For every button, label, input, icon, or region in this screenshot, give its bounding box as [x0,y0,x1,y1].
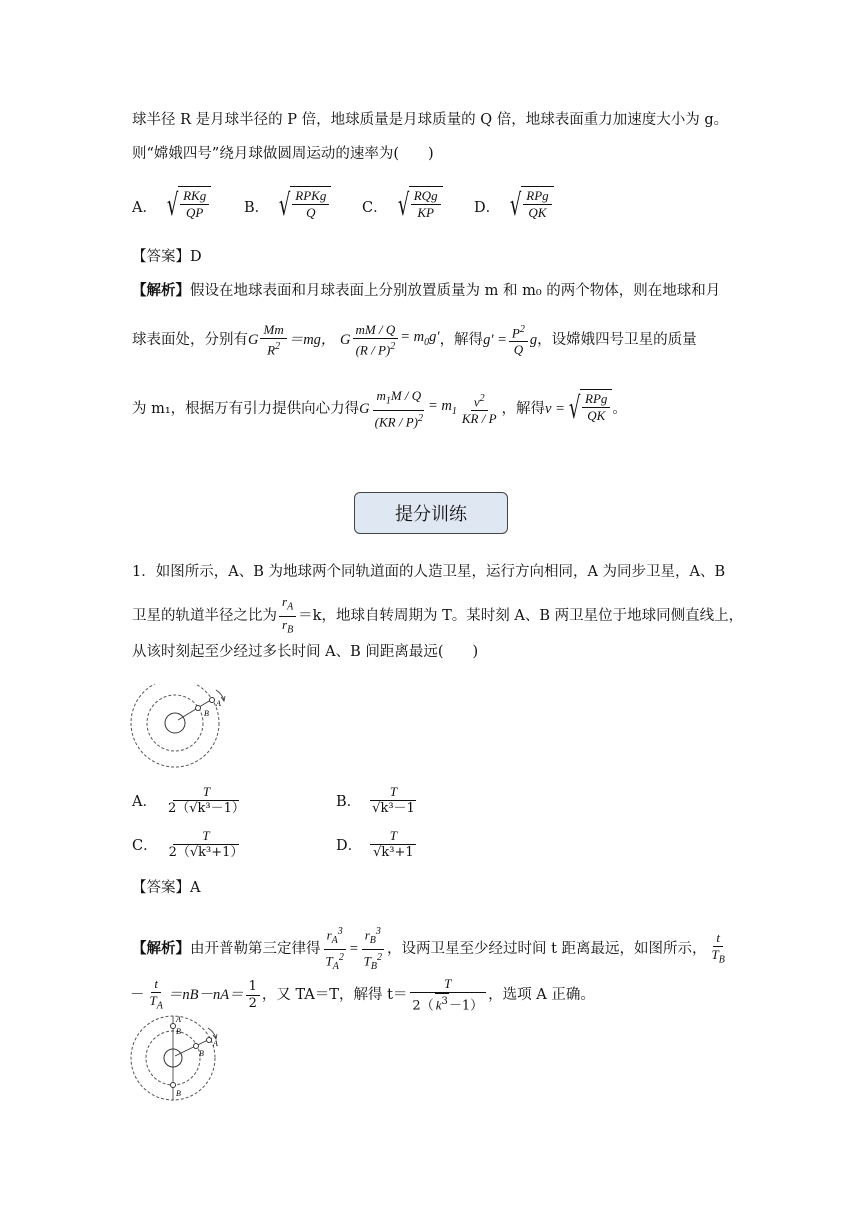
option-num: T [370,828,416,845]
analysis-text: ，解得 [439,332,484,349]
option-label: A． [132,794,157,810]
p1-analysis-line1: 【解析】 由开普勒第三定律得 $\frac{r_A^3}{T_A^2}$ = $\frac{r_B^3}{T_B^2}$ ，设两卫星至少经过时间 t 距离最远，如图所示， $\frac{t}{T_B}$ [132,926,725,972]
p1-option-b [336,784,420,817]
analysis-text: 假设在地球表面和月球表面上分别放置质量为 m 和 m₀ 的两个物体，则在地球和月 [190,283,721,299]
p1-analysis-line2: － $\frac{t}{T_A}$ ＝nB－nA＝ $\frac{1}{2}$ ，又 TA＝T，解得 t＝ $\frac{T}{2( k^3-1)}$ ，选项 A 正确。 [130,976,595,1014]
problem1-line2: 卫星的轨道半径之比为 $\frac{r_A}{r_B}$ ＝k，地球自转周期为 T。某时刻 A、B 两卫星位于地球同侧直线上， [132,594,744,636]
label-b: B [204,709,209,718]
orbit-figure [128,684,232,770]
answer-text: 【答案】D [132,249,202,265]
satellite-a-top [171,1024,176,1029]
satellite-b [196,706,201,711]
label-a-top: A [176,1015,181,1024]
satellite-b [194,1044,199,1049]
section-banner: 提分训练 [354,492,508,534]
analysis-tag: 【解析】 [132,282,190,299]
option-num: RPg [523,188,551,205]
option-num: RKg [180,188,209,205]
label-b-bottom: B [176,1089,181,1098]
analysis-text: 由开普勒第三定律得 [190,941,321,958]
analysis-text: ，解得 [501,400,546,417]
satellite-a [210,698,215,703]
problem-text: ＝k，地球自转周期为 T。某时刻 A、B 两卫星位于地球同侧直线上， [298,608,744,625]
analysis-tag: 【解析】 [132,940,190,958]
option-num: T [173,784,239,801]
analysis-text: ＝mg， [288,332,336,349]
analysis-text: 。 [612,400,627,417]
option-den: √k³+1 [373,845,414,860]
p1-option-d [336,828,419,861]
option-den: 2（√k³－1） [167,801,245,816]
option-label: B． [336,794,362,810]
option-b: B． √ $\frac{\text{RPKg}}{Q}$ [244,186,331,226]
orbit-inner [147,695,203,751]
option-d: D． √ $\frac{\text{RPg}}{QK}$ [474,186,554,226]
analysis-text: ，选项 A 正确。 [488,987,595,1004]
question-text-line2: 则“嫦娥四号”绕月球做圆周运动的速率为( ) [132,146,434,162]
option-num: T [173,828,239,845]
option-den: Q [306,205,316,220]
analysis-line3: 为 m₁，根据万有引力提供向心力得 G $\frac{m_1M / Q}{(KR / P)^2}$ = $m_1$ $\frac{v^2}{KR / P}$ ，解得 v = √ $\frac{\text{RPg}}{QK}$ 。 [132,388,627,429]
orbit-figure-2 [128,1014,232,1102]
option-a: A． √ $\frac{\text{RKg}}{QP}$ [132,186,211,226]
option-label: C． [132,838,158,854]
orbit-outer [131,684,219,767]
analysis-text: ，又 TA＝T，解得 t＝ [261,987,408,1004]
p1-answer: 【答案】A [132,880,201,896]
analysis-text: ＝nB－nA＝ [167,987,244,1004]
analysis-line2: 球表面处，分别有 G $\frac{Mm}{R^2}$ ＝mg， G $\frac{mM / Q}{(R / P)^2}$ = $m_0g'$ ，解得 g′ = $\frac{P^2}{Q}$ g ，设嫦娥四号卫星的质量 [132,322,697,358]
label-a: A [216,699,221,708]
analysis-text: 球表面处，分别有 [132,332,248,349]
option-label: A． [132,199,157,216]
label-b: B [199,1049,204,1058]
option-label: B． [244,199,270,216]
option-c: C． √ $\frac{\text{RQg}}{KP}$ [362,186,443,226]
p1-option-c [132,828,248,861]
label-b-top: B [176,1027,181,1036]
analysis-text: 为 m₁，根据万有引力提供向心力得 [132,400,360,417]
analysis-line1 [132,281,720,301]
p1-option-a [132,784,250,817]
label-a: A [213,1039,218,1048]
problem-text: 卫星的轨道半径之比为 [132,608,277,625]
option-label: D． [474,199,501,216]
option-den: KP [417,205,434,220]
option-label: C． [362,199,388,216]
problem1-line3: 从该时刻起至少经过多长时间 A、B 间距离最远( ) [132,644,479,660]
problem1-line1: 1．如图所示，A、B 为地球两个同轨道面的人造卫星，运行方向相同，A 为同步卫星，A、B [132,564,726,580]
option-num: T [370,784,416,801]
option-den: √k³－1 [372,801,415,816]
option-den: QP [186,205,204,220]
option-den: 2（√k³+1） [168,845,244,860]
analysis-text: ，设两卫星至少经过时间 t 距离最远，如图所示， [386,941,707,958]
option-num: RPKg [292,188,329,205]
analysis-text: ，设嫦娥四号卫星的质量 [537,332,697,349]
satellite-a [207,1038,212,1043]
satellite-b-bottom [171,1083,176,1088]
earth-circle [165,713,185,733]
option-label: D． [336,838,363,854]
option-den: QK [528,205,547,220]
question-text-line1: 球半径 R 是月球半径的 P 倍，地球质量是月球质量的 Q 倍，地球表面重力加速度大小为 g。 [132,112,729,128]
option-num: RQg [411,188,441,205]
